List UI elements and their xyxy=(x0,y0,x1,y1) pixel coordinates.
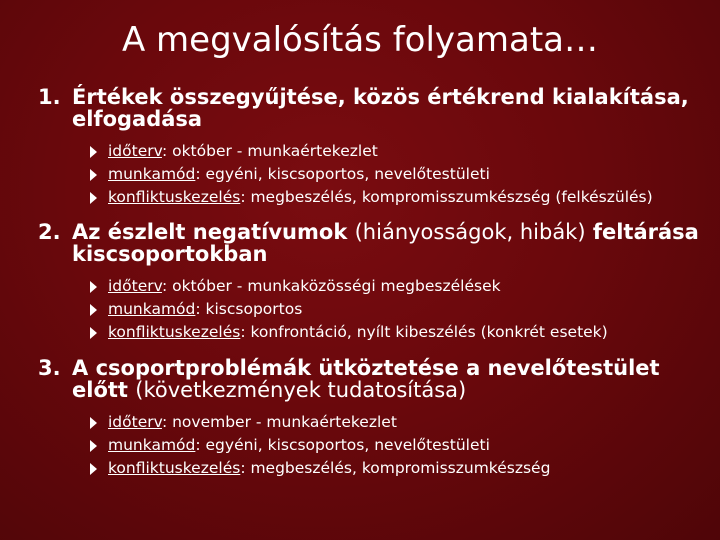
item-text: : kiscsoportos xyxy=(195,300,303,318)
section-1-list xyxy=(38,140,708,209)
item-text: : október - munkaközösségi megbeszélések xyxy=(161,277,501,295)
triangle-bullet-icon xyxy=(90,463,97,475)
section-heading-bold: Értékek összegyűjtése, közös értékrend kialakítása, elfogadása xyxy=(72,85,689,131)
section-number: 2. xyxy=(38,220,61,244)
item-text: : november - munkaértekezlet xyxy=(161,413,397,431)
list-item xyxy=(88,411,708,434)
section-heading-bold: Az észlelt negatívumok xyxy=(72,220,348,244)
triangle-bullet-icon xyxy=(90,304,97,316)
item-text: : egyéni, kiscsoportos, nevelőtestületi xyxy=(195,165,490,183)
item-keyword: időterv xyxy=(108,277,162,295)
item-keyword: konfliktuskezelés xyxy=(108,323,241,341)
list-item xyxy=(88,275,708,298)
item-keyword: munkamód xyxy=(108,300,196,318)
section-heading-light: (hiányosságok, hibák) xyxy=(354,220,586,244)
list-item xyxy=(88,457,708,480)
triangle-bullet-icon xyxy=(90,146,97,158)
slide-title: A megvalósítás folyamata… xyxy=(121,20,599,60)
section-heading-bold: A csoportproblémák ütköztetése a nevelőtestület előtt xyxy=(72,356,660,402)
section-2-list xyxy=(38,275,708,344)
item-keyword: munkamód xyxy=(108,165,196,183)
section-3-heading xyxy=(38,357,708,401)
item-text: : megbeszélés, kompromisszumkészség xyxy=(240,459,551,477)
section-number: 3. xyxy=(38,356,61,380)
list-item xyxy=(88,140,708,163)
section-2 xyxy=(38,221,708,344)
section-heading-light: (következmények tudatosítása) xyxy=(135,378,467,402)
item-text: : konfrontáció, nyílt kibeszélés (konkrét esetek) xyxy=(240,323,608,341)
triangle-bullet-icon xyxy=(90,192,97,204)
section-1 xyxy=(38,86,708,209)
item-keyword: időterv xyxy=(108,142,162,160)
item-text: : megbeszélés, kompromisszumkészség (felkészülés) xyxy=(240,188,653,206)
triangle-bullet-icon xyxy=(90,281,97,293)
section-heading-bold-continued: feltárása kiscsoportokban xyxy=(72,220,699,266)
item-keyword: konfliktuskezelés xyxy=(108,459,241,477)
section-3-list xyxy=(38,411,708,480)
item-keyword: időterv xyxy=(108,413,162,431)
list-item xyxy=(88,298,708,321)
triangle-bullet-icon xyxy=(90,327,97,339)
list-item xyxy=(88,434,708,457)
item-text: : egyéni, kiscsoportos, nevelőtestületi xyxy=(195,436,490,454)
list-item xyxy=(88,163,708,186)
item-keyword: munkamód xyxy=(108,436,196,454)
list-item xyxy=(88,186,708,209)
triangle-bullet-icon xyxy=(90,169,97,181)
triangle-bullet-icon xyxy=(90,417,97,429)
section-1-heading xyxy=(38,86,708,130)
triangle-bullet-icon xyxy=(90,440,97,452)
section-number: 1. xyxy=(38,85,61,109)
section-3 xyxy=(38,357,708,480)
item-text: : október - munkaértekezlet xyxy=(161,142,378,160)
section-2-heading xyxy=(38,221,708,265)
item-keyword: konfliktuskezelés xyxy=(108,188,241,206)
list-item xyxy=(88,321,708,344)
